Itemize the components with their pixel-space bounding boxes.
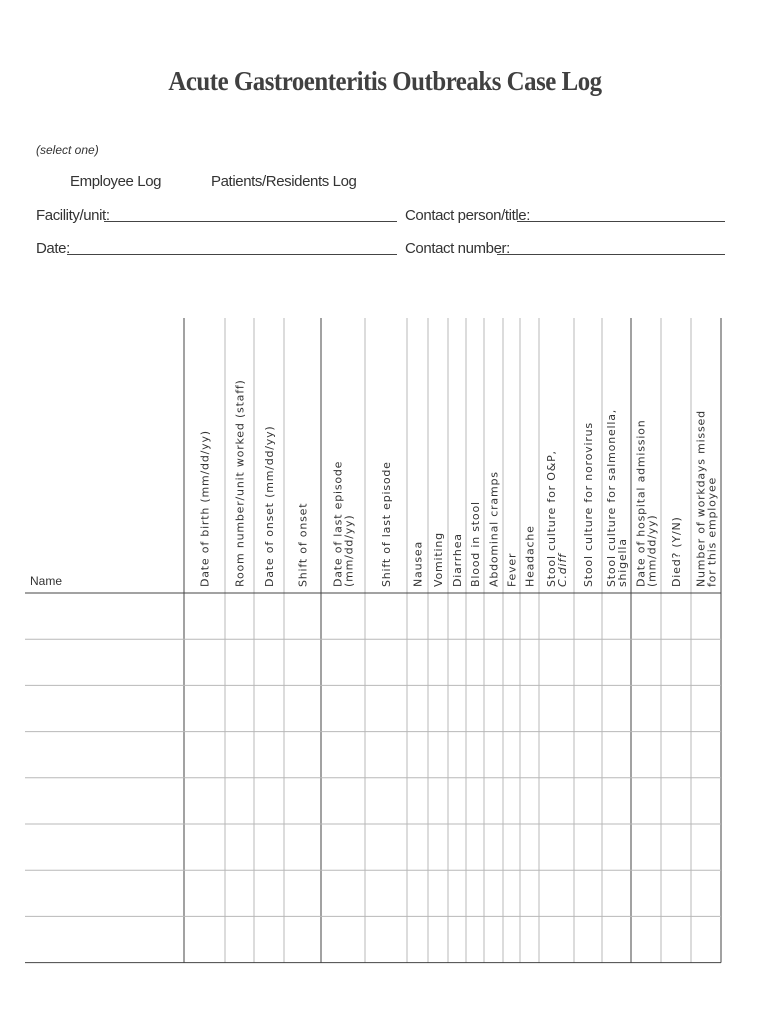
column-header: shigella bbox=[616, 538, 629, 587]
column-header: Shift of onset bbox=[296, 502, 310, 587]
column-header: (mm/dd/yy) bbox=[645, 514, 659, 587]
column-header: Abdominal cramps bbox=[487, 471, 501, 587]
column-header: Date of last episode bbox=[331, 460, 345, 587]
column-header: Nausea bbox=[411, 541, 425, 587]
date-label: Date: bbox=[36, 240, 70, 257]
column-header: Headache bbox=[523, 525, 537, 587]
column-header: Stool culture for salmonella, bbox=[605, 408, 618, 587]
option-patients-residents-log[interactable]: Patients/Residents Log bbox=[211, 173, 357, 190]
facility-unit-label: Facility/unit: bbox=[36, 207, 110, 224]
column-header: (mm/dd/yy) bbox=[342, 514, 356, 587]
name-column-header: Name bbox=[30, 574, 63, 588]
column-header: Vomiting bbox=[432, 532, 445, 587]
option-employee-log[interactable]: Employee Log bbox=[70, 173, 162, 190]
column-header: Fever bbox=[505, 552, 519, 587]
column-header: for this employee bbox=[705, 476, 719, 587]
column-header: Date of birth (mm/dd/yy) bbox=[198, 430, 212, 587]
column-header: C.diff bbox=[556, 553, 569, 587]
contact-number-label: Contact number: bbox=[405, 240, 510, 257]
contact-person-label: Contact person/title: bbox=[405, 207, 531, 224]
select-one-hint: (select one) bbox=[36, 143, 99, 157]
column-header: Stool culture for O&P, bbox=[545, 450, 558, 587]
column-header: Date of onset (mm/dd/yy) bbox=[263, 425, 276, 587]
column-header: Room number/unit worked (staff) bbox=[233, 379, 247, 587]
column-header: Diarrhea bbox=[451, 533, 464, 587]
page-title: Acute Gastroenteritis Outbreaks Case Log bbox=[168, 66, 602, 96]
column-header: Blood in stool bbox=[469, 501, 482, 587]
column-header: Stool culture for norovirus bbox=[582, 422, 595, 587]
column-header: Number of workdays missed bbox=[694, 410, 708, 587]
column-header: Date of hospital admission bbox=[634, 419, 648, 587]
column-header: Died? (Y/N) bbox=[670, 516, 683, 587]
column-header: Shift of last episode bbox=[380, 461, 393, 587]
